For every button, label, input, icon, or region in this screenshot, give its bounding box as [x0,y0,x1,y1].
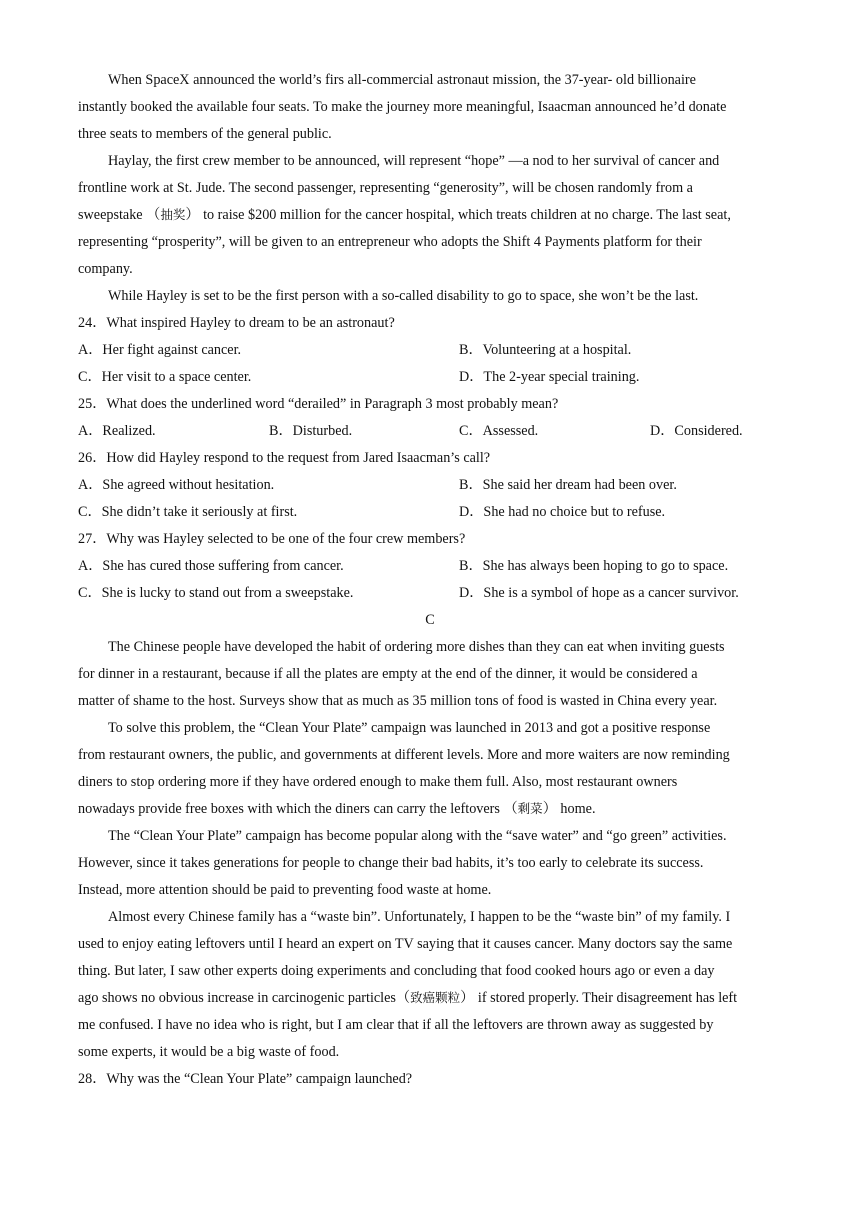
paragraph-line: Almost every Chinese family has a “waste bin”. Unfortunately, I happen to be the “waste bin” of my family. I [108,909,731,925]
option-d: D．The 2-year special training. [459,369,640,385]
option-d: D．She is a symbol of hope as a cancer survivor. [459,585,739,601]
chinese-gloss: 致癌颗粒 [410,990,461,1005]
paragraph-line: representing “prosperity”, will be given to an entrepreneur who adopts the Shift 4 Payments platform for their [78,234,702,250]
option-b: B．She has always been hoping to go to space. [459,558,729,574]
paragraph-line: used to enjoy eating leftovers until I heard an expert on TV saying that it causes cancer. Many doctors say the same [78,936,733,952]
paragraph-line: The “Clean Your Plate” campaign has become popular along with the “save water” and “go green” activities. [108,828,727,844]
paragraph-line: frontline work at St. Jude. The second passenger, representing “generosity”, will be chosen randomly from a [78,180,693,196]
option-c: C．She didn’t take it seriously at first. [78,504,298,520]
paragraph-line: The Chinese people have developed the habit of ordering more dishes than they can eat when inviting guests [108,639,725,655]
paragraph-line: instantly booked the available four seats. To make the journey more meaningful, Isaacman announced he’d donate [78,99,727,115]
paragraph-line: While Hayley is set to be the first person with a so-called disability to go to space, she won’t be the last. [108,288,699,304]
option-d: D．Considered. [650,423,743,439]
option-a: A．She has cured those suffering from cancer. [78,558,344,574]
paragraph-line: When SpaceX announced the world’s firs all-commercial astronaut mission, the 37-year- old billionaire [108,72,696,88]
paragraph-line: Instead, more attention should be paid to preventing food waste at home. [78,882,492,898]
option-d: D．She had no choice but to refuse. [459,504,666,520]
paragraph-line: three seats to members of the general public. [78,126,332,142]
paragraph-line: company. [78,261,133,277]
option-c: C．Assessed. [459,423,539,439]
text-run: sweepstake （ [78,207,161,223]
option-a: A．Her fight against cancer. [78,342,242,358]
option-c: C．She is lucky to stand out from a sweepstake. [78,585,354,601]
option-b: B．Volunteering at a hospital. [459,342,632,358]
option-a: A．Realized. [78,423,156,439]
section-heading: C [425,612,435,628]
paragraph-line: To solve this problem, the “Clean Your Plate” campaign was launched in 2013 and got a positive response [108,720,711,736]
chinese-gloss: 抽奖 [160,207,186,222]
paragraph-line [78,799,596,819]
text-run: ago shows no obvious increase in carcinogenic particles（ [78,990,411,1006]
paragraph-line: However, since it takes generations for people to change their bad habits, it’s too early to celebrate its success. [78,855,704,871]
paragraph-line: some experts, it would be a big waste of food. [78,1044,340,1060]
text-run: ） to raise $200 million for the cancer hospital, which treats children at no charge. The last seat, [185,207,731,223]
paragraph-line [78,205,731,225]
paragraph-line: from restaurant owners, the public, and governments at different levels. More and more waiters are now reminding [78,747,730,763]
chinese-gloss: 剩菜 [517,801,543,816]
text-run: ） if stored properly. Their disagreement has left [460,990,738,1006]
question-stem: 28．Why was the “Clean Your Plate” campaign launched? [78,1071,413,1087]
text-run: ） home. [542,801,596,817]
paragraph-line [78,988,737,1008]
option-b: B．She said her dream had been over. [459,477,677,493]
paragraph-line: for dinner in a restaurant, because if all the plates are empty at the end of the dinner, it would be considered a [78,666,698,682]
question-stem: 26．How did Hayley respond to the request from Jared Isaacman’s call? [78,450,491,466]
paragraph-line: me confused. I have no idea who is right, but I am clear that if all the leftovers are thrown away as suggested by [78,1017,714,1033]
paragraph-line: Haylay, the first crew member to be announced, will represent “hope” —a nod to her survival of cancer and [108,153,720,169]
paragraph-line: diners to stop ordering more if they have ordered enough to make them full. Also, most restaurant owners [78,774,678,790]
paragraph-line: matter of shame to the host. Surveys show that as much as 35 million tons of food is wasted in China every year. [78,693,718,709]
question-stem: 25．What does the underlined word “derailed” in Paragraph 3 most probably mean? [78,396,559,412]
question-stem: 24．What inspired Hayley to dream to be an astronaut? [78,315,395,331]
option-a: A．She agreed without hesitation. [78,477,275,493]
text-run: nowadays provide free boxes with which the diners can carry the leftovers （ [78,801,518,817]
option-b: B．Disturbed. [269,423,353,439]
question-stem: 27．Why was Hayley selected to be one of the four crew members? [78,531,466,547]
option-c: C．Her visit to a space center. [78,369,252,385]
paragraph-line: thing. But later, I saw other experts doing experiments and concluding that food cooked hours ago or even a day [78,963,715,979]
